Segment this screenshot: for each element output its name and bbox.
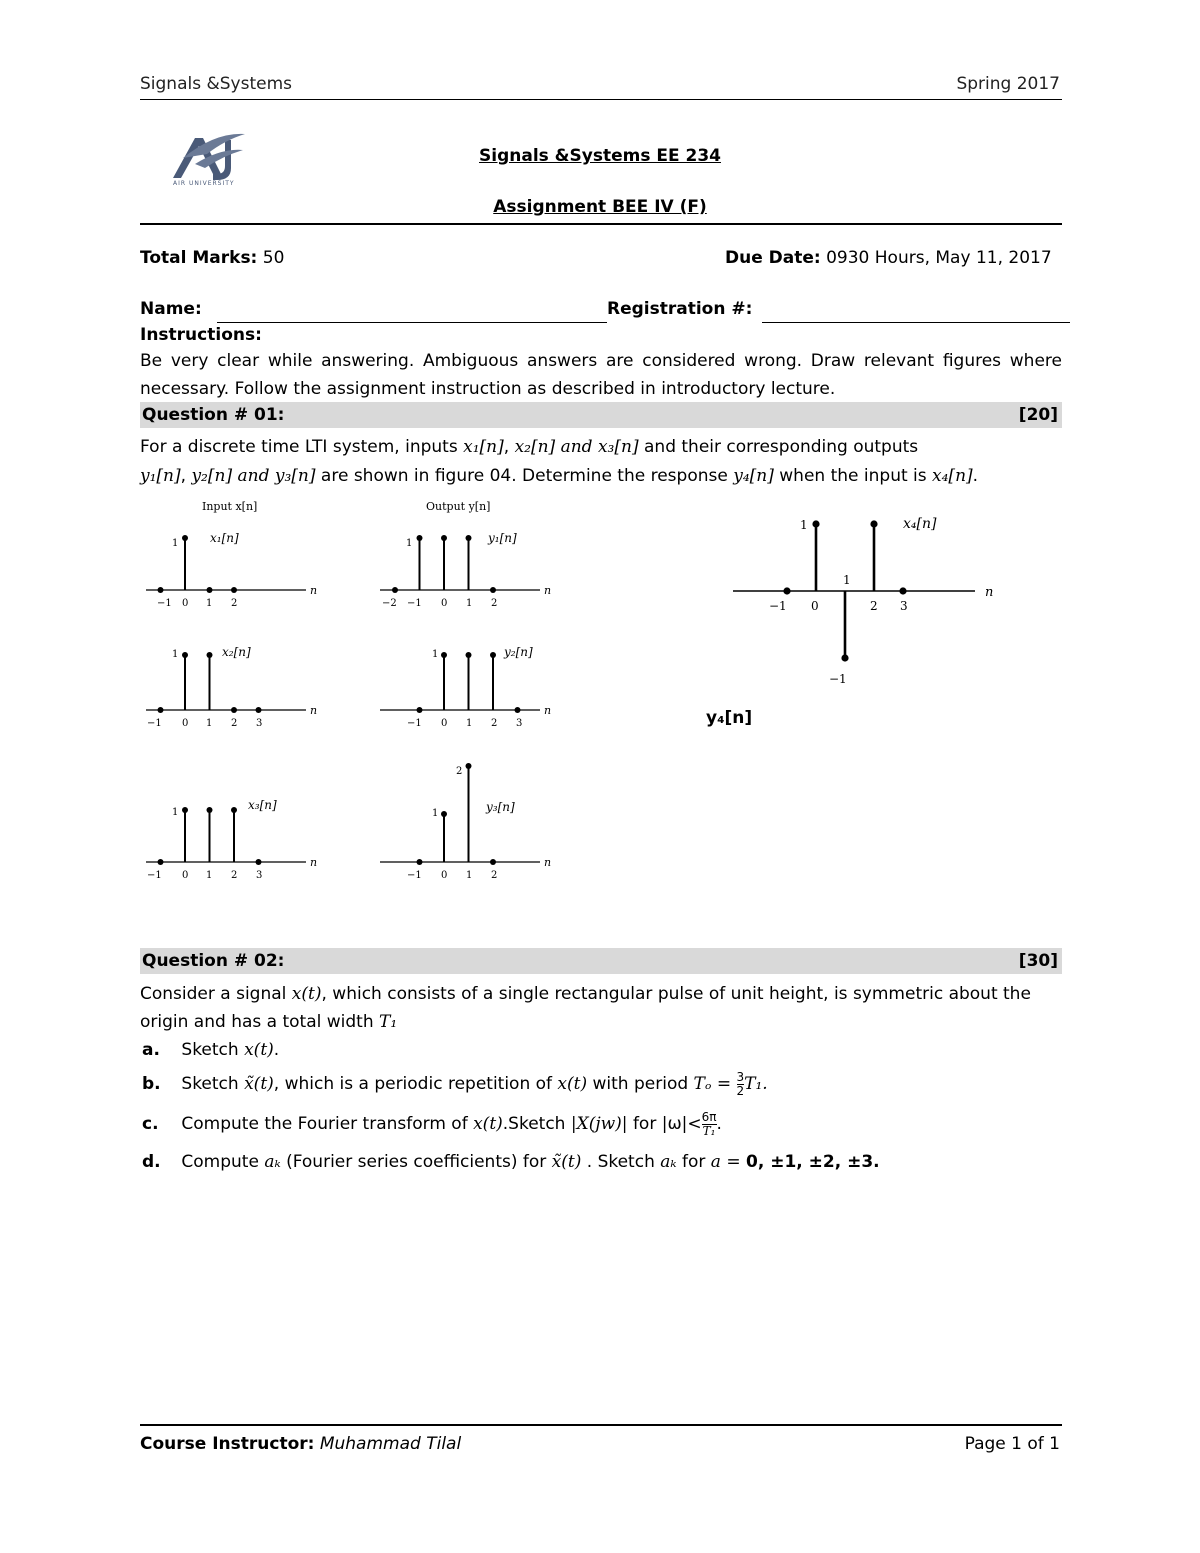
stem-point-x2[n]-n2: [231, 707, 237, 713]
stem-point-y3[n]-n2: [490, 859, 496, 865]
q2-xt: x(t): [291, 984, 322, 1004]
x1-value-label: 1: [172, 538, 179, 549]
stem-point-x2[n]-n1: [207, 652, 213, 658]
x2-label: x₂[n]: [222, 645, 251, 659]
stem-point-x2[n]-n-1: [158, 707, 164, 713]
plot-x3: [146, 798, 317, 881]
q2-intro-c: origin and has a total width: [140, 1012, 374, 1032]
stem-point-x3[n]-n-1: [158, 859, 164, 865]
y3-value-label-1: 1: [432, 808, 439, 819]
question-1-marks: [20]: [1018, 405, 1058, 425]
q2-c-num: 6π: [701, 1109, 717, 1124]
q2-a-period: .: [273, 1040, 280, 1060]
q2-c-mag: |X(jw)|: [570, 1114, 628, 1134]
question-1-text-line2: y₁[n], y₂[n] and y₃[n] are shown in figure 04. Determine the response y₄[n] when the input is x₄[n].: [140, 466, 979, 486]
q2-a-xt: x(t): [244, 1040, 274, 1060]
plot-y1: [380, 531, 551, 609]
x1-label: x₁[n]: [210, 531, 239, 545]
y1-tick: 2: [491, 598, 498, 609]
y2-tick: −1: [407, 718, 422, 729]
x3-axis-var: n: [310, 856, 318, 869]
x4-tick: 2: [870, 599, 878, 613]
y2-label: y₂[n]: [504, 645, 533, 659]
footer-rule: [140, 1424, 1062, 1426]
y3-tick: 2: [491, 870, 498, 881]
instructions-text: Be very clear while answering. Ambiguous answers are considered wrong. Draw relevant figures where necessary. Follow the assignment instruction as described in introductory lecture.: [140, 351, 1062, 399]
q2-b-den: 2: [736, 1083, 745, 1098]
y3-axis-var: n: [544, 856, 552, 869]
total-marks-label: Total Marks:: [140, 248, 258, 268]
x2-tick: 0: [182, 718, 189, 729]
due-date-value: 0930 Hours, May 11, 2017: [826, 248, 1052, 268]
q1-x3: x₃[n]: [597, 437, 639, 457]
registration-row: [607, 295, 1070, 323]
stem-point-y1[n]-n-1: [417, 535, 423, 541]
stem-point-x3[n]-n2: [231, 807, 237, 813]
stem-point-x1[n]-n-1: [158, 587, 164, 593]
q2-c-text: Compute the Fourier transform of: [181, 1114, 468, 1134]
q2-d-ak: aₖ: [264, 1152, 281, 1172]
x3-value-label: 1: [172, 807, 179, 818]
stem-point-x4[n]-n2: [870, 520, 877, 527]
footer-instructor: [140, 1430, 461, 1458]
y1-tick: −2: [382, 598, 397, 609]
total-marks-value: 50: [262, 248, 285, 268]
y3-tick: −1: [407, 870, 422, 881]
logo-text: AIR UNIVERSITY: [173, 180, 235, 187]
stem-point-x1[n]-n1: [207, 587, 213, 593]
q2-b-label: b.: [142, 1074, 161, 1094]
y3-label: y₃[n]: [486, 800, 515, 814]
q2-b-text3: with period: [592, 1074, 689, 1094]
name-row: [140, 295, 607, 323]
stem-point-x2[n]-n0: [182, 652, 188, 658]
q2-b-text2: , which is a periodic repetition of: [273, 1074, 553, 1094]
stem-point-y1[n]-n2: [490, 587, 496, 593]
x3-tick: 1: [206, 870, 213, 881]
y2-stems: [417, 652, 521, 713]
x2-axis-var: n: [310, 704, 318, 717]
x1-tick: 1: [206, 598, 213, 609]
stem-point-x3[n]-n3: [256, 859, 262, 865]
stem-point-y3[n]-n1: [466, 763, 472, 769]
q2-b-num: 3: [736, 1069, 745, 1084]
x4-figure: [725, 505, 1025, 695]
x4-value-label-1b: 1: [843, 573, 851, 587]
q2-d-ak2: aₖ: [660, 1152, 677, 1172]
footer-name: Muhammad Tilal: [319, 1434, 462, 1454]
x1-axis-var: n: [310, 584, 318, 597]
name-label: Name:: [140, 299, 202, 319]
q2-d-vals: 0, ±1, ±2, ±3.: [746, 1152, 880, 1172]
q2-c-fraction: [702, 1111, 717, 1138]
q2-a-label: a.: [142, 1040, 160, 1060]
question-1-text-line1: For a discrete time LTI system, inputs x₁[n], x₂[n] and x₃[n] and their corresponding outputs: [140, 437, 919, 457]
plot-x1: [146, 531, 317, 609]
q2-c-text2: .Sketch: [502, 1114, 566, 1134]
q2-d-text3: . Sketch: [586, 1152, 655, 1172]
footer-page: Page 1 of 1: [964, 1434, 1060, 1454]
question-2-title: Question # 02:: [142, 951, 285, 971]
question-2-marks: [30]: [1018, 951, 1058, 971]
q1-period: .: [972, 466, 979, 486]
x4-label: x₄[n]: [903, 516, 937, 532]
q1-text-c: are shown in figure 04. Determine the response: [320, 466, 728, 486]
input-heading: Input x[n]: [202, 500, 258, 513]
q2-intro-b: , which consists of a single rectangular pulse of unit height, is symmetric about the: [321, 984, 1031, 1004]
stem-point-x1[n]-n0: [182, 535, 188, 541]
x2-tick: 2: [231, 718, 238, 729]
q2-d-text: Compute: [181, 1152, 259, 1172]
stem-point-x1[n]-n2: [231, 587, 237, 593]
x4-value-label-m1: −1: [829, 672, 847, 686]
x4-tick: 3: [900, 599, 908, 613]
q1-text-b: and their corresponding outputs: [644, 437, 919, 457]
title-rule: [140, 223, 1062, 225]
y3-tick: 1: [466, 870, 473, 881]
y1-tick: 0: [441, 598, 448, 609]
y1-tick: −1: [407, 598, 422, 609]
y2-tick: 3: [516, 718, 523, 729]
y1-value-label: 1: [406, 538, 413, 549]
x4-tick: −1: [769, 599, 787, 613]
q1-and-1: and: [560, 437, 593, 457]
q1-and-2: and: [237, 466, 270, 486]
x3-tick: 0: [182, 870, 189, 881]
q2-d-text2: (Fourier series coefficients) for: [286, 1152, 547, 1172]
q2-d-xtilde: x̃(t): [551, 1152, 582, 1172]
x2-tick: −1: [147, 718, 162, 729]
q2-T1: T₁: [379, 1012, 398, 1032]
x3-tick: 2: [231, 870, 238, 881]
q2-part-a: [142, 1036, 279, 1064]
assignment-title: Assignment BEE IV (F): [493, 197, 707, 217]
x3-tick: −1: [147, 870, 162, 881]
q1-text-a: For a discrete time LTI system, inputs: [140, 437, 458, 457]
header-rule: [140, 99, 1062, 100]
q2-intro-line2: [140, 1008, 397, 1036]
y2-tick: 0: [441, 718, 448, 729]
q2-b-fraction: [737, 1071, 745, 1098]
q2-part-b: [142, 1070, 768, 1098]
stem-point-y1[n]-n1: [466, 535, 472, 541]
stem-point-y3[n]-n-1: [417, 859, 423, 865]
due-date-label: Due Date:: [725, 248, 821, 268]
q1-y2: y₂[n]: [191, 466, 233, 486]
header-left: Signals &Systems: [140, 74, 292, 94]
footer-label: Course Instructor:: [140, 1434, 315, 1454]
q2-c-period: .: [716, 1114, 722, 1134]
x2-stems: [158, 652, 262, 713]
total-marks: [140, 244, 284, 272]
output-heading: Output y[n]: [426, 500, 491, 513]
q1-y3: y₃[n]: [274, 466, 316, 486]
plot-y3: [380, 763, 551, 881]
q2-c-den: T₁: [702, 1123, 716, 1138]
header-right: Spring 2017: [956, 74, 1060, 94]
stem-point-y2[n]-n3: [515, 707, 521, 713]
x3-label: x₃[n]: [248, 798, 277, 812]
stem-point-x3[n]-n0: [182, 807, 188, 813]
q2-a-text: Sketch: [181, 1040, 239, 1060]
stem-point-x4[n]-n-1: [783, 587, 790, 594]
q2-d-for: for: [682, 1152, 706, 1172]
q1-x1: x₁[n]: [463, 437, 504, 457]
stem-point-y2[n]-n-1: [417, 707, 423, 713]
x1-tick: 0: [182, 598, 189, 609]
y2-tick: 2: [491, 718, 498, 729]
x3-tick: 3: [256, 870, 263, 881]
course-title: Signals &Systems EE 234: [479, 146, 721, 166]
stem-point-y2[n]-n1: [466, 652, 472, 658]
q2-c-xt: x(t): [473, 1114, 503, 1134]
q1-y1: y₁[n]: [140, 466, 181, 486]
stem-point-y2[n]-n2: [490, 652, 496, 658]
stem-point-x4[n]-n0: [812, 520, 819, 527]
stem-point-x2[n]-n3: [256, 707, 262, 713]
registration-label: Registration #:: [607, 299, 753, 319]
q1-x4: x₄[n]: [932, 466, 973, 486]
x1-tick: 2: [231, 598, 238, 609]
plot-y2: [380, 645, 551, 729]
q2-c-label: c.: [142, 1114, 159, 1134]
stem-point-y3[n]-n0: [441, 811, 447, 817]
stem-point-y1[n]-n0: [441, 535, 447, 541]
q2-b-xtilde: x̃(t): [244, 1074, 274, 1094]
x4-value-label-1: 1: [800, 518, 808, 532]
stem-point-x3[n]-n1: [207, 807, 213, 813]
q1-y4: y₄[n]: [733, 466, 774, 486]
q2-b-xt: x(t): [557, 1074, 588, 1094]
y3-tick: 0: [441, 870, 448, 881]
x2-tick: 1: [206, 718, 213, 729]
due-date: [725, 244, 1052, 272]
y1-label: y₁[n]: [488, 531, 517, 545]
stem-point-y1[n]-n-2: [392, 587, 398, 593]
y4-caption: y₄[n]: [706, 708, 753, 728]
q1-text-d: when the input is: [779, 466, 927, 486]
x2-value-label: 1: [172, 649, 179, 660]
question-1-title: Question # 01:: [142, 405, 285, 425]
q2-d-a: a =: [710, 1152, 741, 1172]
y2-tick: 1: [466, 718, 473, 729]
q2-b-text: Sketch: [181, 1074, 239, 1094]
x1-tick: −1: [157, 598, 172, 609]
q2-b-T1: T₁.: [744, 1074, 768, 1094]
y3-stems: [417, 763, 497, 865]
instructions-label: Instructions:: [140, 325, 262, 345]
y2-axis-var: n: [544, 704, 552, 717]
y3-value-label-2: 2: [456, 766, 463, 777]
q2-part-c: [142, 1110, 722, 1138]
x2-tick: 3: [256, 718, 263, 729]
y1-tick: 1: [466, 598, 473, 609]
q2-intro-a: Consider a signal: [140, 984, 287, 1004]
q2-d-label: d.: [142, 1152, 161, 1172]
x4-axis-var: n: [985, 585, 994, 600]
registration-field[interactable]: [762, 304, 1070, 323]
plot-x2: [146, 645, 317, 729]
x4-tick: 0: [811, 599, 819, 613]
stem-point-y2[n]-n0: [441, 652, 447, 658]
q2-intro-line1: [140, 980, 1070, 1008]
name-field[interactable]: [217, 304, 607, 323]
q2-part-d: [142, 1148, 880, 1176]
y2-value-label: 1: [432, 649, 439, 660]
input-output-figure: [130, 495, 590, 895]
stem-point-x4[n]-n3: [899, 587, 906, 594]
q1-x2: x₂[n]: [514, 437, 556, 457]
q2-c-omega: |ω|<: [661, 1114, 702, 1134]
stem-point-x4[n]-n1: [841, 654, 848, 661]
q2-c-for: for: [632, 1114, 657, 1134]
q2-b-To: Tₒ =: [693, 1074, 732, 1094]
y1-axis-var: n: [544, 584, 552, 597]
